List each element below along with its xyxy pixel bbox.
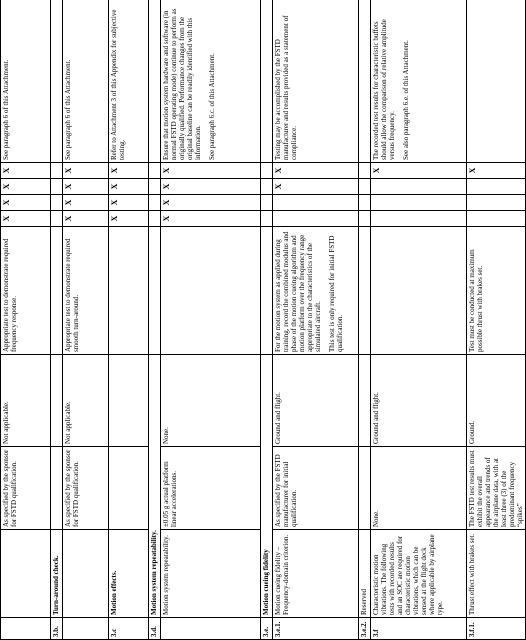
test-title: Motion system repeatability.	[161, 530, 261, 618]
note-paragraph: See paragraph 6 of this Attachment.	[2, 59, 10, 160]
test-details-cell	[371, 227, 467, 355]
tolerance-cell: As specified by the sponsor for FSTD qualification.	[63, 447, 109, 530]
flight-condition-cell: None.	[161, 355, 261, 447]
flight-condition-cell: Not applicable.	[63, 355, 109, 447]
detail-paragraph: For the motion system as applied during training, record the combined modulus and phase of the motion cueing algorithm and motion platform over the frequency range appropriate to the characteristics of the simulated aircraft.	[274, 231, 323, 352]
test-number: 3.b.	[51, 618, 63, 640]
test-details-cell: Test must be conducted at maximum possible thrust with brakes set.	[467, 227, 526, 355]
level-mark: X	[63, 163, 109, 179]
level-mark: X	[63, 195, 109, 211]
level-mark: X	[273, 179, 359, 195]
table-row	[359, 0, 371, 640]
table-row	[51, 0, 63, 640]
test-details-cell	[273, 227, 359, 355]
detail-paragraph: This test is only required for initial FSTD qualification.	[328, 235, 345, 352]
notes-cell	[63, 0, 109, 163]
test-number: 3.c	[109, 618, 149, 640]
note-paragraph: See paragraph 6.c. of this Attachment.	[208, 53, 217, 160]
level-mark: X	[109, 163, 149, 179]
level-mark: X	[161, 179, 261, 195]
notes-cell	[273, 0, 359, 163]
test-details-cell	[161, 227, 261, 355]
test-title: Reserved	[359, 530, 371, 618]
table-row	[261, 0, 273, 640]
level-mark: X	[273, 163, 359, 179]
table-row	[467, 0, 526, 640]
note-paragraph: Ensure that motion system hardware and software (in normal FSTD operating mode) continue to perform as originally qualified. Performance changes from the original baseline can be readily identified with this information.	[162, 8, 203, 160]
tolerance-cell: ±0.05 g actual platform linear accelerations.	[161, 447, 261, 530]
level-mark: X	[109, 195, 149, 211]
table-row	[1, 0, 51, 640]
test-details-cell: Appropriate test to demonstrate required frequency response.	[1, 227, 51, 355]
section-heading: Motion cueing fidelity	[261, 355, 273, 618]
notes-cell	[467, 0, 526, 163]
table-row	[371, 0, 467, 640]
tolerance-cell: As specified by the sponsor for FSTD qualification.	[1, 447, 51, 530]
table-row	[63, 0, 109, 640]
notes-cell	[371, 0, 467, 163]
level-mark: X	[1, 195, 51, 211]
level-mark: X	[63, 179, 109, 195]
level-mark: X	[161, 163, 261, 179]
level-mark: X	[467, 163, 526, 179]
table-row	[273, 0, 359, 640]
level-mark	[371, 195, 467, 211]
level-mark	[273, 195, 359, 211]
level-mark: X	[1, 211, 51, 227]
section-heading: Motion system repeatability.	[149, 355, 161, 618]
test-number	[63, 618, 109, 640]
flight-condition-cell: Ground and flight.	[273, 355, 359, 447]
test-number: 3.f.1.	[467, 618, 526, 640]
level-mark	[467, 195, 526, 211]
test-title: Thrust effect with brakes set.	[467, 530, 526, 618]
note-paragraph: See also paragraph 6.e. of this Attachment.	[402, 40, 411, 160]
level-mark: X	[1, 163, 51, 179]
table-row	[109, 0, 149, 640]
note-paragraph: Testing may be accomplished by the FSTD manufacturer and results provided as a statement of compliance.	[274, 15, 299, 160]
test-number: 3.e.	[261, 618, 273, 640]
test-title	[1, 530, 51, 618]
test-number: 3.e.1.	[273, 618, 359, 640]
note-paragraph: The recorded test results for characteristic buffets should allow the comparison of relative amplitude versus frequency.	[372, 19, 397, 160]
level-mark: X	[161, 211, 261, 227]
flight-condition-cell: Not applicable.	[1, 355, 51, 447]
notes-cell	[1, 0, 51, 163]
level-mark: X	[1, 179, 51, 195]
level-mark: X	[109, 211, 149, 227]
notes-cell	[109, 0, 149, 163]
level-mark	[371, 179, 467, 195]
test-title	[63, 530, 109, 618]
tolerance-cell: The FSTD test results must exhibit the overall appearance and trends of the airplane data, with at least three (3) of the predominant frequency “spikes”	[467, 447, 526, 530]
notes-cell	[161, 0, 261, 163]
table-row	[149, 0, 161, 640]
section-heading: Turn-around check.	[51, 530, 63, 618]
tolerance-cell: None.	[371, 447, 467, 530]
level-mark	[371, 211, 467, 227]
test-number	[161, 618, 261, 640]
test-number: 3.f	[371, 618, 467, 640]
flight-condition-cell: Ground and flight.	[371, 355, 467, 447]
test-details-cell: Appropriate test to demonstrate required smooth turn-around.	[63, 227, 109, 355]
note-paragraph: Refer to Attachment 3 of this Appendix for subjective testing.	[110, 9, 127, 160]
level-mark: X	[371, 163, 467, 179]
level-mark	[273, 211, 359, 227]
test-number: 3.d.	[149, 618, 161, 640]
level-mark	[467, 179, 526, 195]
section-heading: Motion effects.	[109, 530, 149, 618]
test-number	[1, 618, 51, 640]
note-paragraph: See paragraph 6 of this Attachment.	[64, 59, 72, 160]
flight-condition-cell: Ground.	[467, 355, 526, 447]
tolerance-cell: As specified by the FSTD manufacturer for initial qualification.	[273, 447, 359, 530]
level-mark: X	[161, 195, 261, 211]
level-mark: X	[63, 211, 109, 227]
level-mark	[467, 211, 526, 227]
test-number: 3.e.2.	[359, 618, 371, 640]
test-title: Motion cueing fidelity – Frequency-domain criterion.	[273, 530, 359, 618]
table-row	[161, 0, 261, 640]
test-title: Characteristic motion vibrations. The following tests with recorded results and an SOC are required for characteristic motion vibrations, which can be sensed at the flight deck where applicable by airplane type.	[371, 530, 467, 618]
level-mark: X	[109, 179, 149, 195]
